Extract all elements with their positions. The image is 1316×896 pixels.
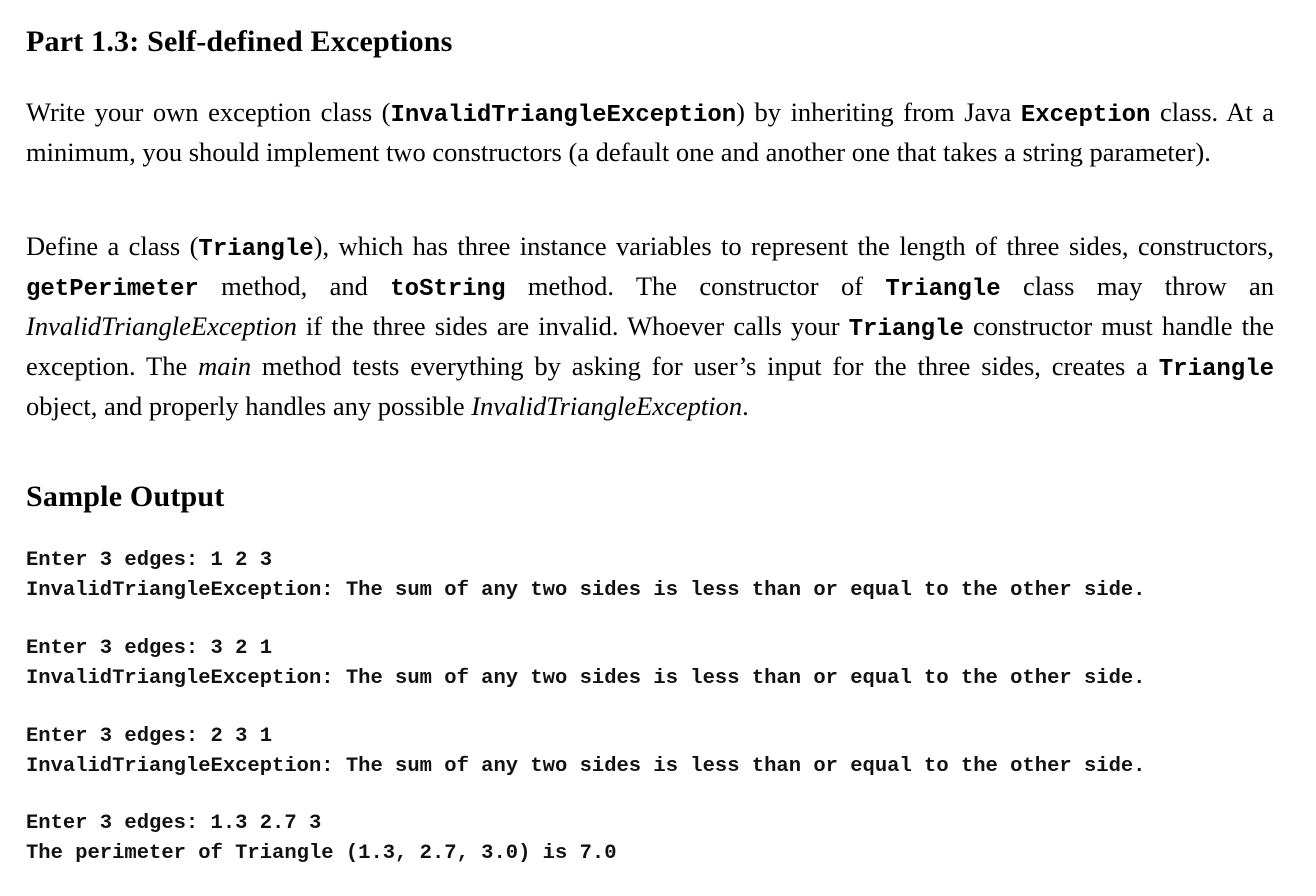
output-result-line: InvalidTriangleException: The sum of any two sides is less than or equal to the other side.: [26, 667, 1146, 690]
text-run: ) by inheriting from Java: [736, 97, 1021, 127]
sample-output-block: [26, 809, 617, 869]
text-run: method tests everything by asking for user’s input for the three sides, creates a: [251, 351, 1159, 381]
output-result-line: InvalidTriangleException: The sum of any two sides is less than or equal to the other side.: [26, 579, 1146, 602]
output-input-line: Enter 3 edges: 1 2 3: [26, 549, 273, 572]
code-term: Triangle: [198, 236, 314, 263]
emphasis-term: InvalidTriangleException: [26, 311, 297, 341]
text-run: method, and: [198, 271, 391, 301]
code-term: Exception: [1020, 102, 1151, 129]
text-run: method. The constructor of: [505, 271, 886, 301]
code-term: getPerimeter: [26, 276, 199, 303]
paragraph-triangle-class: [26, 228, 1274, 424]
output-result-line: The perimeter of Triangle (1.3, 2.7, 3.0) is 7.0: [26, 842, 617, 865]
section-title: Sample Output: [26, 480, 225, 513]
text-run: ), which has three instance variables to represent the length of three sides, constructors,: [313, 231, 1274, 261]
output-input-line: Enter 3 edges: 3 2 1: [26, 637, 273, 660]
code-term: InvalidTriangleException: [390, 102, 737, 129]
section-title: Part 1.3: Self-defined Exceptions: [26, 25, 453, 58]
emphasis-term: main: [198, 351, 252, 381]
text-run: Write your own exception class (: [26, 97, 391, 127]
code-term: Triangle: [885, 276, 1001, 303]
text-run: object, and properly handles any possible: [26, 391, 472, 421]
paragraph-exception-class: [26, 94, 1274, 170]
text-run: class may throw an: [1000, 271, 1274, 301]
text-run: if the three sides are invalid. Whoever calls your: [296, 311, 849, 341]
emphasis-term: InvalidTriangleException: [471, 391, 743, 421]
code-term: toString: [390, 276, 506, 303]
output-input-line: Enter 3 edges: 2 3 1: [26, 725, 273, 748]
text-run: constructor must handle the exception. The: [26, 311, 1274, 381]
sample-output-block: [26, 722, 1145, 782]
text-run: Define a class (: [26, 231, 199, 261]
output-input-line: Enter 3 edges: 1.3 2.7 3: [26, 812, 322, 835]
output-result-line: InvalidTriangleException: The sum of any two sides is less than or equal to the other side.: [26, 755, 1146, 778]
code-term: Triangle: [1158, 356, 1274, 383]
sample-output-block: [26, 634, 1145, 694]
sample-output-block: [26, 546, 1145, 606]
text-run: .: [742, 391, 749, 421]
code-term: Triangle: [848, 316, 964, 343]
text-run: class. At a minimum, you should implement two constructors (a default one and another one that takes a string parameter).: [26, 97, 1275, 167]
